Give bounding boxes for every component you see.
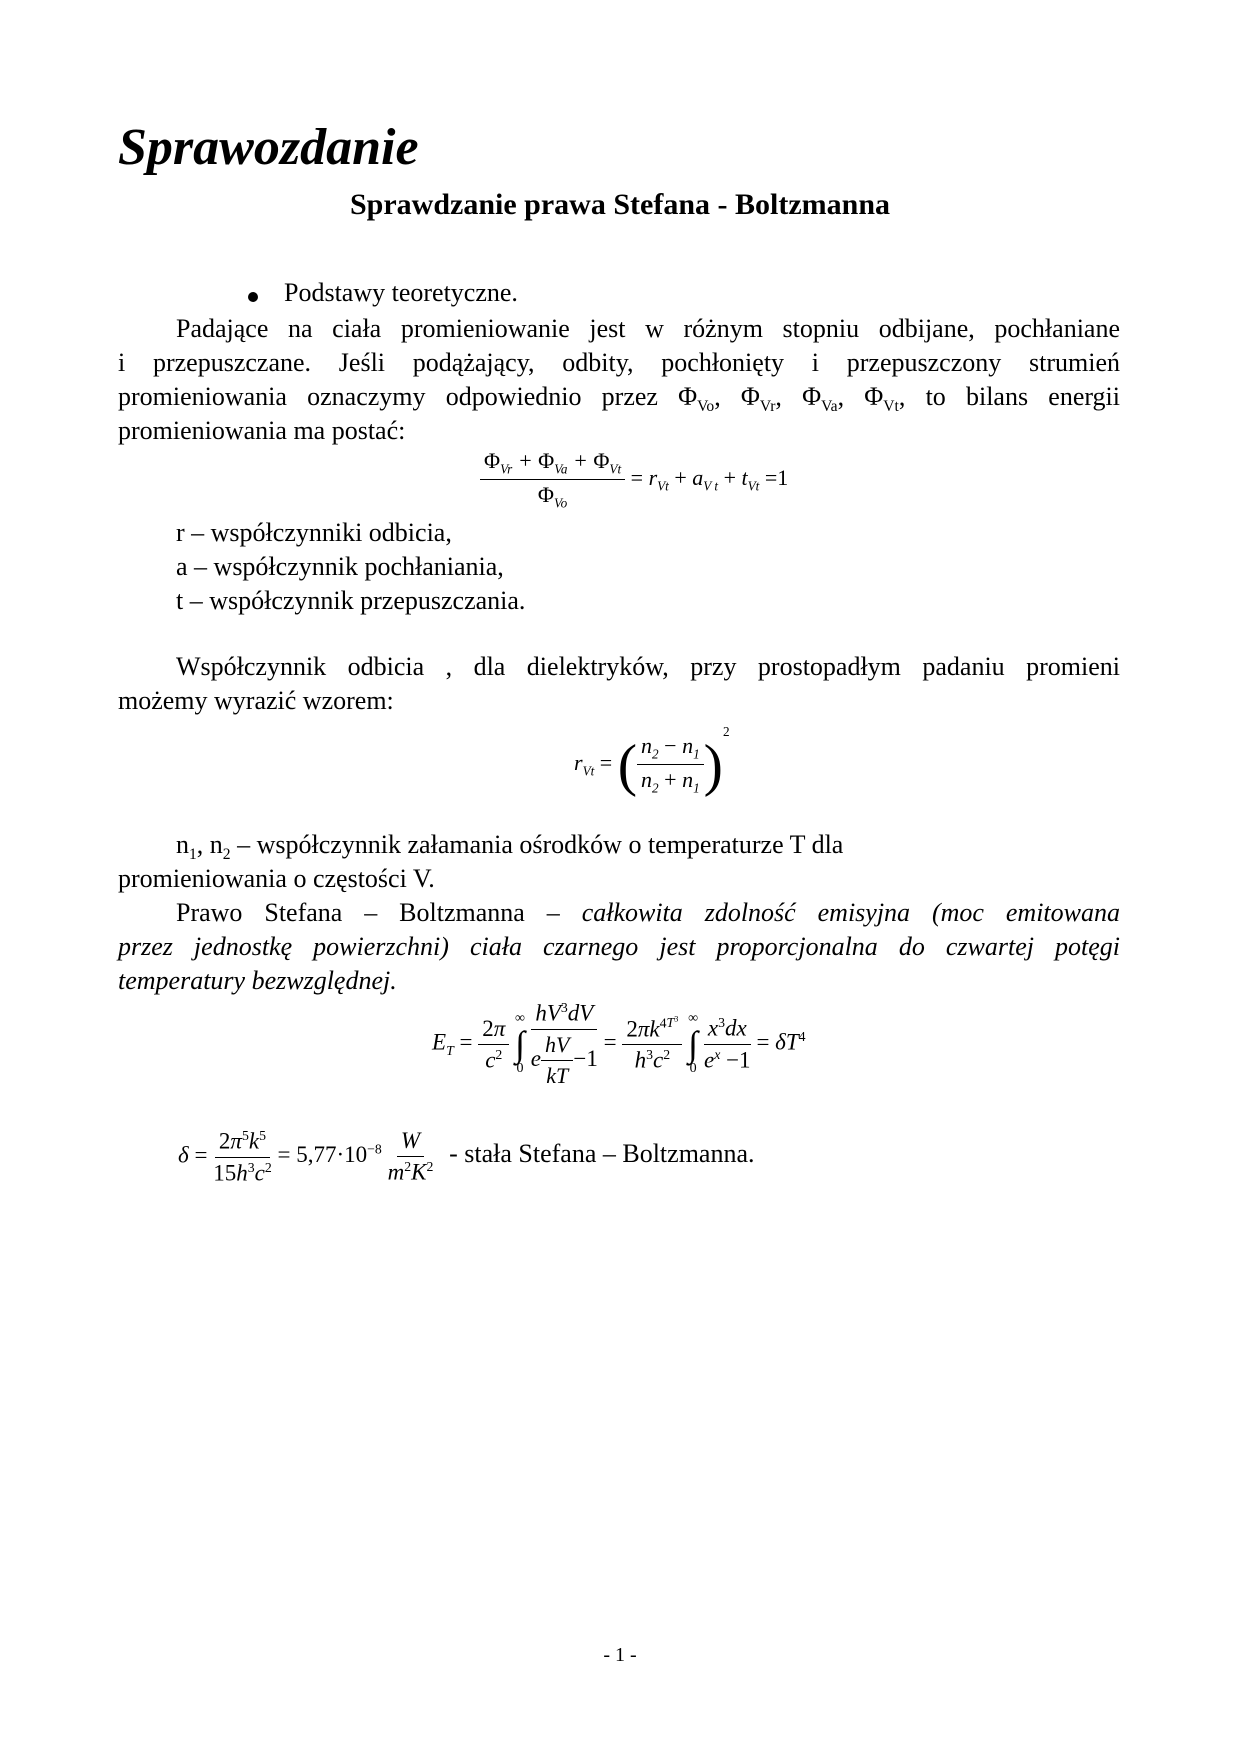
refraction-line-2: promieniowania o częstości V. — [118, 864, 435, 893]
document-subtitle: Sprawdzanie prawa Stefana - Boltzmanna — [349, 188, 890, 221]
law-lead: Prawo Stefana – Boltzmanna – — [176, 898, 560, 927]
constant-caption: - stała Stefana – Boltzmanna. — [449, 1139, 755, 1169]
coef-absorption: a – współczynnik pochłaniania, — [176, 552, 504, 581]
reflection-line-2: możemy wyrazić wzorem: — [118, 686, 394, 715]
bullet-dot-icon — [248, 292, 258, 302]
law-line-3 — [118, 966, 1120, 996]
refraction-line-1: $n_1$, $n_2$ – współczynnik załamania ośrodków o temperaturze T dla — [176, 830, 844, 864]
stefan-boltzmann-constant-equation: δ = $\frac{2\pi^5k^5}{15h^3c^2}$ = $5,77\cdot 10^{-8}$ $\frac{W}{m^2K^2}$ - stała Stefana – Boltzmanna. — [178, 1128, 755, 1186]
law-line-1 — [176, 898, 1120, 928]
stefan-boltzmann-integral-equation: $E_T$ = $\frac{2\pi}{c^2}$ ∞ ∫ 0 $hV^3dV$ e $\frac{hV}{kT}$ −1 = $\frac{2\pi k^{4T^3}}{h^3c^2}$ ∞ ∫ 0 $\frac{x^3dx}{e^x -1}$ = $\delta T^4$ — [432, 1000, 806, 1088]
bullet-text: Podstawy teoretyczne. — [284, 278, 518, 307]
coef-reflection: r – współczynniki odbicia, — [176, 518, 452, 547]
energy-balance-equation: $\frac{\Phi_{Vr} + \Phi_{Va} + \Phi_{Vt}}{\Phi_{Vo}}$ = $r_{Vt} + a_{V t} + t_{Vt} =1$ — [480, 448, 788, 512]
document-title: Sprawozdanie — [118, 119, 419, 176]
intro-line-2: i przepuszczane. Jeśli podążający, odbity, pochłonięty i przepuszczony strumień — [118, 348, 1120, 377]
law-italic-1: całkowita zdolność emisyjna (moc emitowana — [581, 898, 1120, 927]
reflection-coefficient-equation: $r_{Vt}$ = ( $\frac{n_2 - n_1}{n_2 + n_1}$ )$^2$ — [574, 724, 730, 798]
law-line-2 — [118, 932, 1120, 962]
reflection-line-1: Współczynnik odbicia , dla dielektryków, przy prostopadłym padaniu promieni — [176, 652, 1120, 681]
law-italic-3: temperatury bezwzględnej. — [118, 966, 397, 995]
coef-transmission: t – współczynnik przepuszczania. — [176, 586, 526, 615]
law-italic-2: przez jednostkę powierzchni) ciała czarnego jest proporcjonalna do czwartej potęgi — [118, 932, 1120, 961]
intro-line-4: promieniowania ma postać: — [118, 416, 406, 445]
page-number: - 1 - — [603, 1644, 637, 1666]
constant-value: 5,77 — [296, 1142, 337, 1168]
intro-line-3: promieniowania oznaczymy odpowiednio przez $\Phi_{Vo}$, $\Phi_{Vr}$, $\Phi_{Va}$, $\Phi_{Vt}$, to bilans energii — [118, 382, 1120, 416]
intro-line-1: Padające na ciała promieniowanie jest w różnym stopniu odbijane, pochłaniane — [176, 314, 1120, 343]
